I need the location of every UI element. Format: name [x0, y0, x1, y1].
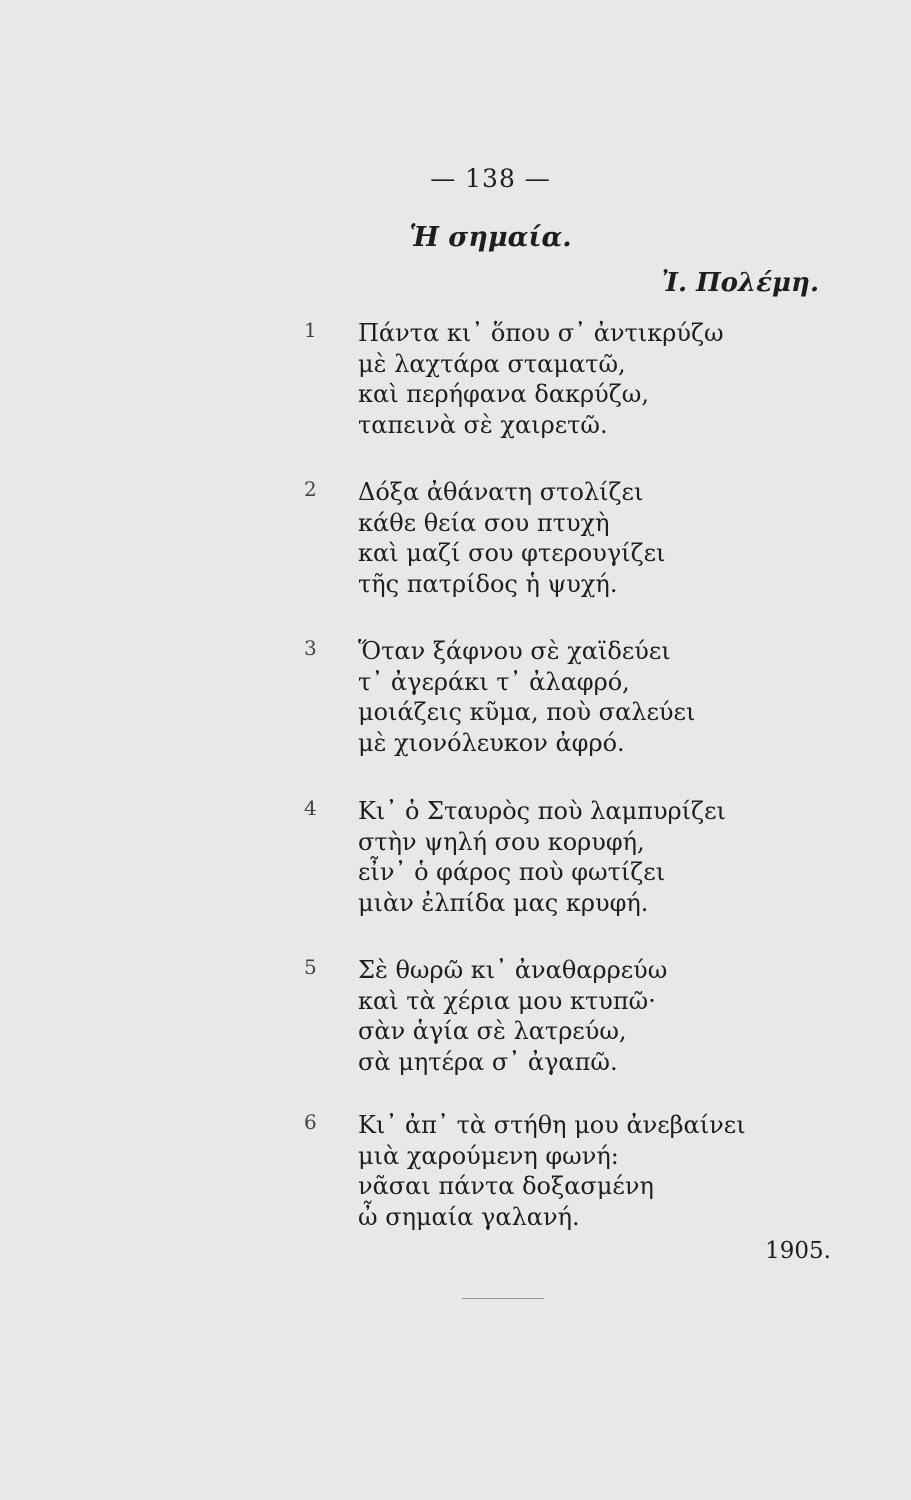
verse-line: μιὰν ἐλπίδα μας κρυφή.	[358, 888, 649, 917]
poem-date: 1905.	[765, 1238, 831, 1264]
stanza-number: 6	[304, 1110, 317, 1134]
stanza-lines	[358, 1110, 746, 1232]
verse-line: Πάντα κι᾿ ὅπου σ᾿ ἀντικρύζω	[358, 319, 724, 347]
author-name: Ἰ. Πολέμη.	[661, 268, 819, 298]
verse-line: ταπεινὰ σὲ χαιρετῶ.	[358, 410, 608, 439]
verse-line: εἶν᾿ ὁ φάρος ποὺ φωτίζει	[358, 858, 666, 886]
verse-line: ὦ σημαία γαλανή.	[358, 1202, 580, 1231]
stanza-number: 5	[304, 955, 317, 979]
verse-line: μὲ χιονόλευκον ἀφρό.	[358, 728, 625, 757]
page-number: — 138 —	[430, 164, 551, 193]
verse-line: Δόξα ἀθάνατη στολίζει	[358, 478, 644, 506]
verse-line: νᾶσαι πάντα δοξασμένη	[358, 1172, 654, 1200]
verse-line: σὰ μητέρα σ᾿ ἀγαπῶ.	[358, 1047, 618, 1076]
verse-line: τ᾿ ἀγεράκι τ᾿ ἀλαφρό,	[358, 667, 630, 696]
stanza-number: 2	[304, 477, 317, 501]
end-rule-divider	[462, 1298, 544, 1299]
verse-line: κάθε θεία σου πτυχὴ	[358, 508, 610, 537]
stanza-number: 4	[304, 796, 317, 820]
stanza-number: 1	[304, 318, 317, 342]
verse-line: τῆς πατρίδος ἡ ψυχή.	[358, 569, 618, 598]
stanza-lines	[358, 955, 667, 1077]
verse-line: καὶ περήφανα δακρύζω,	[358, 380, 649, 408]
stanza-lines	[358, 318, 724, 440]
stanza-number: 3	[304, 636, 317, 660]
verse-line: μιὰ χαρούμενη φωνή:	[358, 1141, 619, 1170]
verse-line: μὲ λαχτάρα σταματῶ,	[358, 349, 626, 378]
verse-line: Κι᾿ ἀπ᾿ τὰ στήθη μου ἀνεβαίνει	[358, 1111, 746, 1139]
verse-line: Κι᾿ ὁ Σταυρὸς ποὺ λαμπυρίζει	[358, 797, 726, 825]
stanza-lines	[358, 636, 695, 758]
verse-line: καὶ τὰ χέρια μου κτυπῶ·	[358, 986, 656, 1015]
verse-line: Σὲ θωρῶ κι᾿ ἀναθαρρεύω	[358, 956, 668, 984]
stanza-lines	[358, 796, 726, 918]
poem-title: Ἡ σημαία.	[409, 222, 572, 253]
verse-line: μοιάζεις κῦμα, ποὺ σαλεύει	[358, 698, 696, 726]
verse-line: Ὅταν ξάφνου σὲ χαϊδεύει	[358, 637, 671, 665]
verse-line: στὴν ψηλή σου κορυφή,	[358, 827, 645, 856]
verse-line: σὰν ἁγία σὲ λατρεύω,	[358, 1017, 627, 1045]
stanza-lines	[358, 477, 665, 599]
verse-line: καὶ μαζί σου φτερουγίζει	[358, 539, 666, 567]
